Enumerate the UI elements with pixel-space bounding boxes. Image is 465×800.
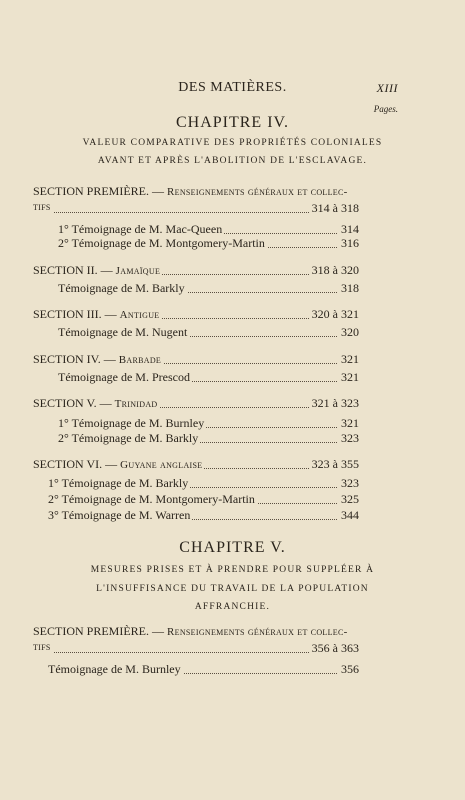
page-ref: 314 [338, 222, 359, 237]
page-ref: 316 [338, 236, 359, 251]
section-heading: SECTION III. — Antigue 320 à 321 [33, 307, 359, 321]
page-ref: 323 à 355 [309, 457, 359, 472]
section-label: SECTION V. [33, 396, 97, 410]
page-ref: 344 [338, 508, 359, 523]
section-heading: SECTION PREMIÈRE. — Renseignements généraux et collec- [33, 184, 348, 198]
running-head-title: DES MATIÈRES. [178, 80, 287, 95]
toc-entry: 2° Témoignage de M. Montgomery-Martin 325 [48, 492, 359, 506]
section-label: SECTION PREMIÈRE. [33, 624, 150, 638]
section-entry: tifs 314 à 318 [33, 201, 359, 215]
section-name: Jamaïque [115, 265, 161, 277]
chapter-5-subtitle-line-3: AFFRANCHIE. [194, 602, 271, 612]
toc-entry: 1° Témoignage de M. Barkly 323 [48, 476, 359, 490]
toc-entry: Témoignage de M. Nugent 320 [58, 325, 359, 339]
section-label: SECTION PREMIÈRE. [33, 184, 150, 198]
page-ref: 325 [338, 492, 359, 507]
section-name: Antigue [119, 309, 160, 321]
page-ref: 323 [338, 431, 359, 446]
toc-entry: Témoignage de M. Prescod 321 [58, 370, 359, 384]
page-ref: 356 à 363 [309, 641, 359, 656]
section-name: Barbade [118, 354, 162, 366]
page-ref: 321 [338, 416, 359, 431]
section-name: Renseignements généraux et collec- [167, 186, 348, 198]
page-ref: 321 à 323 [309, 396, 359, 411]
page-ref: 318 [338, 281, 359, 296]
section-heading: SECTION VI. — Guyane anglaise 323 à 355 [33, 457, 359, 471]
toc-entry: 2° Témoignage de M. Montgomery-Martin 316 [58, 236, 359, 250]
page-ref: 318 à 320 [309, 263, 359, 278]
page-ref: 314 à 318 [309, 201, 359, 216]
page-ref: 320 [338, 325, 359, 340]
section-name: Guyane anglaise [120, 459, 203, 471]
chapter-5-subtitle-line-1: MESURES PRISES ET À PRENDRE POUR SUPPLÉER À [90, 565, 375, 575]
toc-entry: Témoignage de M. Burnley 356 [48, 662, 359, 676]
pages-column-label: Pages. [373, 104, 398, 114]
chapter-4-subtitle-line-2: AVANT ET APRÈS L'ABOLITION DE L'ESCLAVAGE. [97, 156, 368, 166]
toc-entry: 1° Témoignage de M. Mac-Queen 314 [58, 222, 359, 236]
toc-entry: 1° Témoignage de M. Burnley 321 [58, 416, 359, 430]
toc-entry: 3° Témoignage de M. Warren 344 [48, 508, 359, 522]
chapter-4-title: CHAPITRE IV. [175, 114, 290, 131]
section-label: SECTION IV. [33, 352, 101, 366]
page-ref: 323 [338, 476, 359, 491]
page-ref: 321 [338, 352, 359, 367]
section-name: Trinidad [114, 398, 158, 410]
page-ref: 321 [338, 370, 359, 385]
section-heading: SECTION IV. — Barbade 321 [33, 352, 359, 366]
section-label: SECTION VI. [33, 457, 103, 471]
page-ref: 356 [338, 662, 359, 677]
section-heading: SECTION V. — Trinidad 321 à 323 [33, 396, 359, 410]
chapter-4-subtitle-line-1: VALEUR COMPARATIVE DES PROPRIÉTÉS COLONIALES [82, 138, 383, 148]
section-name: Renseignements généraux et collec- [167, 626, 348, 638]
toc-entry: Témoignage de M. Barkly 318 [58, 281, 359, 295]
page-number: XIII [376, 81, 398, 95]
section-label: SECTION III. [33, 307, 102, 321]
toc-entry: 2° Témoignage de M. Barkly 323 [58, 431, 359, 445]
section-entry: tifs 356 à 363 [33, 641, 359, 655]
section-heading: SECTION PREMIÈRE. — Renseignements généraux et collec- [33, 624, 348, 638]
page-ref: 320 à 321 [309, 307, 359, 322]
section-label: SECTION II. [33, 263, 98, 277]
chapter-5-title: CHAPITRE V. [179, 539, 286, 556]
section-heading: SECTION II. — Jamaïque 318 à 320 [33, 263, 359, 277]
chapter-5-subtitle-line-2: L'INSUFFISANCE DU TRAVAIL DE LA POPULATION [96, 584, 369, 594]
running-head [0, 80, 465, 100]
